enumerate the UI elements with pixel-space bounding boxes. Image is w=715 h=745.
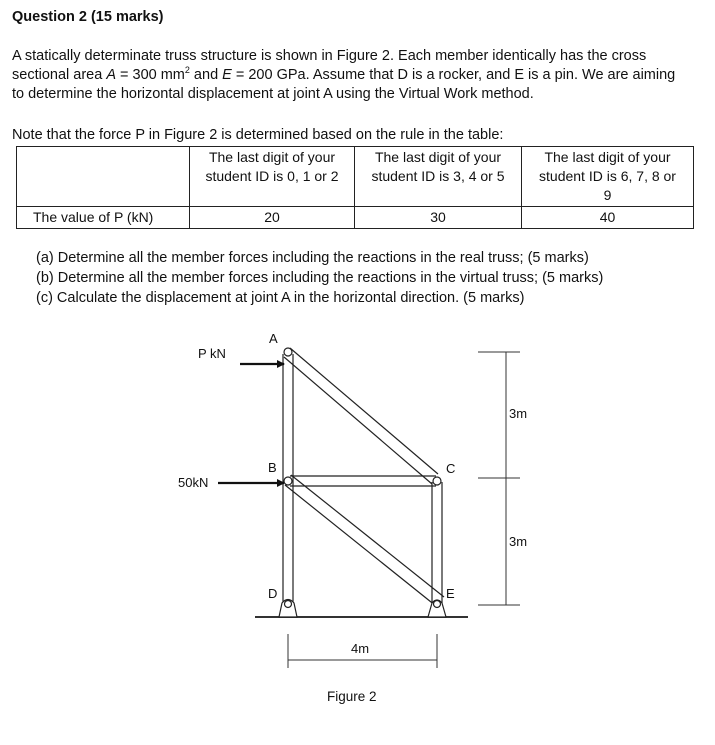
statement-line-1: A statically determinate truss structure is shown in Figure 2. Each member identically has the cross [12, 48, 647, 64]
value-cell-1: 30 [355, 207, 522, 229]
member-bc [290, 476, 436, 486]
joint-b-pin [284, 477, 292, 485]
question-title: Question 2 (15 marks) [12, 9, 164, 25]
member-be [285, 475, 444, 606]
value-cell-2: 40 [522, 207, 694, 229]
joint-c-pin [433, 477, 441, 485]
statement-line-3: to determine the horizontal displacement at joint A using the Virtual Work method. [12, 86, 534, 102]
dim-bottom-label: 3m [509, 534, 528, 549]
member-ac [284, 348, 438, 484]
support-d-rocker [279, 600, 297, 618]
label-e: E [446, 586, 455, 601]
label-b: B [268, 460, 277, 475]
load-50kn-label: 50kN [178, 475, 209, 490]
area-symbol: A [106, 67, 116, 83]
figure-caption: Figure 2 [327, 689, 377, 704]
line2-prefix: sectional area [12, 67, 107, 83]
joint-a-pin [284, 348, 292, 356]
load-p-label: P kN [198, 346, 226, 361]
part-a: (a) Determine all the member forces including the reactions in the real truss; (5 marks) [36, 250, 589, 266]
header-1-line-2: student ID is 3, 4 or 5 [371, 168, 505, 184]
vertical-dimension [478, 352, 520, 605]
area-value: = 300 mm [115, 67, 185, 83]
and-text: and [189, 67, 223, 83]
label-c: C [446, 461, 456, 476]
header-2-line-3: 9 [603, 187, 612, 203]
dim-width-label: 4m [351, 641, 370, 656]
header-2-line-1: The last digit of your [544, 149, 671, 165]
part-c: (c) Calculate the displacement at joint A in the horizontal direction. (5 marks) [36, 290, 525, 306]
header-0-line-2: student ID is 0, 1 or 2 [205, 168, 339, 184]
header-2-line-2: student ID is 6, 7, 8 or [539, 168, 676, 184]
header-0-line-1: The last digit of your [208, 149, 336, 165]
label-d: D [268, 586, 278, 601]
table-note: Note that the force P in Figure 2 is determined based on the rule in the table: [12, 127, 504, 143]
member-ce [432, 482, 442, 603]
header-1-line-1: The last digit of your [374, 149, 502, 165]
area-exponent: 2 [184, 65, 190, 76]
dim-top-label: 3m [509, 406, 528, 421]
value-cell-0: 20 [190, 207, 355, 229]
row-label: The value of P (kN) [17, 207, 190, 229]
e-value: = 200 GPa. Assume that D is a rocker, and E is a pin. We are aiming [231, 67, 676, 83]
support-e-pin [428, 600, 446, 617]
part-b: (b) Determine all the member forces including the reactions in the virtual truss; (5 marks) [36, 270, 604, 286]
e-symbol: E [222, 67, 232, 83]
label-a: A [269, 331, 278, 346]
